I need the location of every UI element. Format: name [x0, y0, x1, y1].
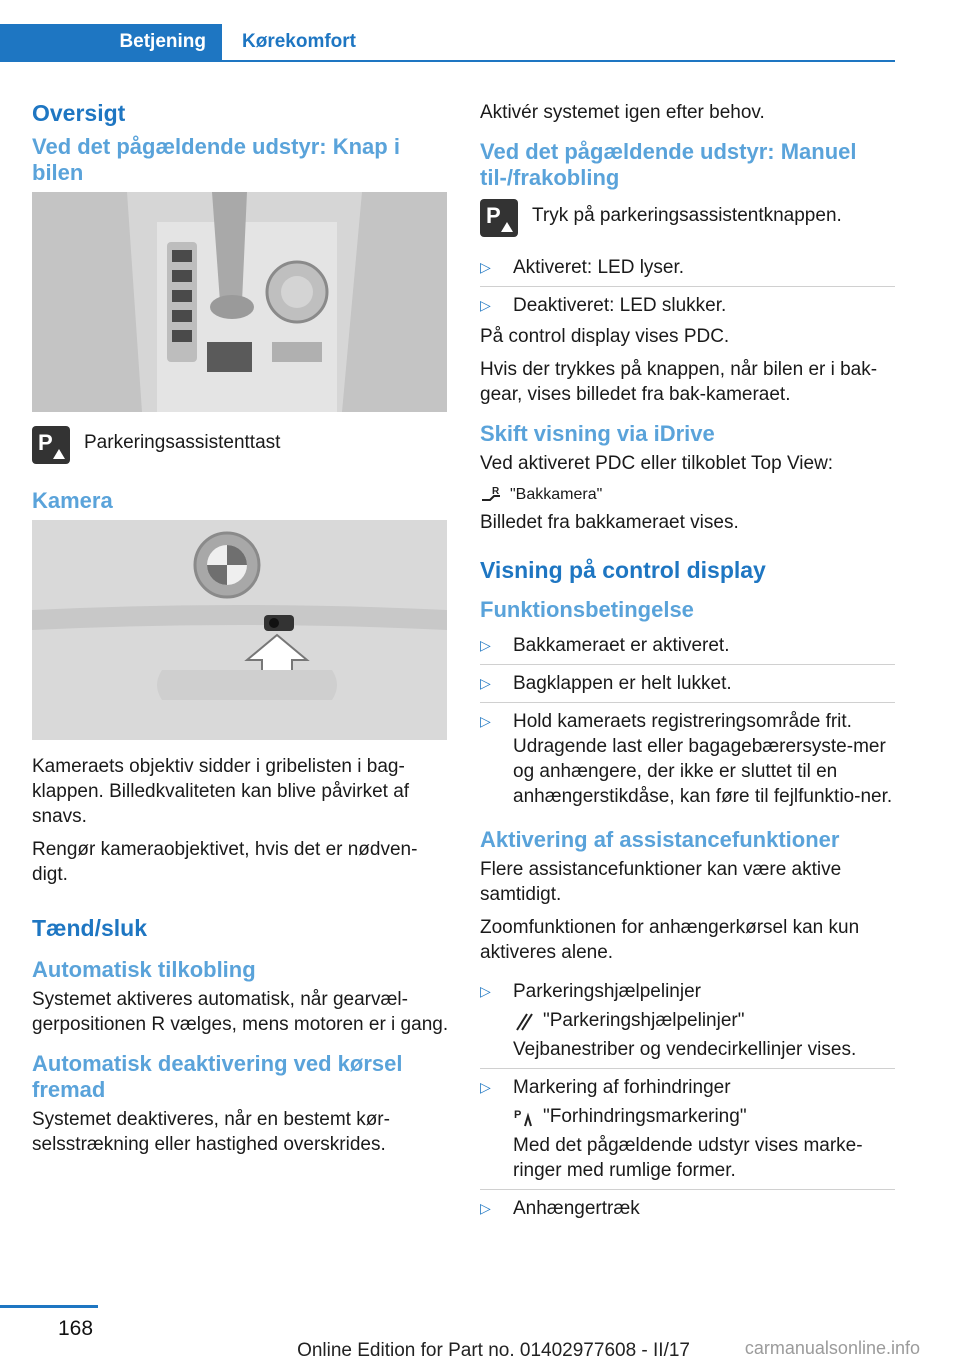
parking-lines-icon [513, 1010, 535, 1032]
parking-assist-button-instruction [480, 199, 895, 237]
auto-til-paragraph: Systemet aktiveres automatisk, når gearvæl-gerpositionen R vælges, mens motoren er i gang. [32, 989, 449, 1035]
header-divider [0, 60, 895, 62]
kamera-paragraph-1: Kameraets objektiv sidder i gribelisten i bag-klappen. Billedkvaliteten kan blive påvirket af snavs. [32, 756, 410, 827]
zoom-paragraph: Zoomfunktionen for anhængerkørsel kan kun aktiveres alene. [480, 917, 860, 963]
watermark: carmanualsonline.info [744, 1338, 920, 1358]
heading-kamera: Kamera [32, 488, 113, 513]
auto-deak-paragraph: Systemet deaktiveres, når en bestemt kør-selsstrækning eller hastighed overskrides. [32, 1109, 390, 1155]
obstacle-marking-menu: P "Forhindringsmarkering" [514, 1106, 747, 1127]
heading-aktivering: Aktivering af assistancefunktioner [480, 827, 840, 852]
parking-assist-icon: P [32, 426, 70, 464]
heading-taend-sluk: Tænd/sluk [32, 915, 148, 941]
skift-paragraph: Ved aktiveret PDC eller tilkoblet Top View: [480, 453, 834, 474]
list-item: ▷ Bagklappen er helt lukket. [480, 665, 895, 703]
header-tabs [0, 24, 895, 62]
heading-manuel: Ved det pågældende udstyr: Manuel til-/frakobling [480, 139, 857, 190]
heading-funktionsbetingelse: Funktionsbetingelse [480, 597, 694, 622]
parking-lines-menu: "Parkeringshjælpelinjer" [513, 1008, 895, 1033]
heading-oversigt: Oversigt [32, 100, 126, 126]
billede-paragraph: Billedet fra bakkameraet vises. [480, 512, 739, 533]
parking-assist-key-caption [32, 426, 450, 464]
left-column [32, 100, 450, 1165]
edition-text: Online Edition for Part no. 01402977608 - II/17 [297, 1340, 690, 1361]
heading-visning-control-display: Visning på control display [480, 557, 766, 583]
svg-text:P: P [514, 1108, 522, 1121]
parking-assist-label: Parkeringsassistenttast [84, 432, 281, 453]
obstacle-marking-icon [513, 1106, 535, 1128]
list-item: ▷ Bakkameraet er aktiveret. [480, 627, 895, 665]
list-item: ▷ Anhængertræk [480, 1198, 640, 1219]
center-console-photo [32, 192, 447, 412]
heading-automatisk-tilkobling: Automatisk tilkobling [32, 957, 256, 982]
flere-paragraph: Flere assistancefunktioner kan være aktive samtidigt. [480, 859, 842, 905]
aktiver-paragraph: Aktivér systemet igen efter behov. [480, 102, 765, 123]
list-item: ▷ Aktiveret: LED lyser. [480, 249, 895, 287]
tab-koerekomfort[interactable]: Kørekomfort [242, 31, 357, 52]
list-item: ▷ Hold kameraets registreringsområde frit. Udragende last eller bagagebærersyste-mer og anhængere, der ikke er sluttet til en anhængerstikdåse, kan føre til fejlfunktio-ner. [480, 711, 893, 807]
page-number: 168 [58, 1317, 94, 1340]
heading-skift-visning: Skift visning via iDrive [480, 421, 715, 446]
svg-text:R: R [492, 486, 500, 497]
parking-assist-icon: P [480, 199, 518, 237]
rear-camera-photo [32, 520, 447, 740]
right-column [480, 100, 895, 1227]
tab-betjening[interactable]: Betjening [0, 24, 222, 60]
list-item: ▷ Deaktiveret: LED slukker. [480, 295, 727, 316]
manuel-instruction-text: Tryk på parkeringsassistentknappen. [532, 205, 842, 226]
list-item: ▷ Markering af forhindringer P "Forhindringsmarkering" Med det pågældende udstyr vises marke-ringer med rumlige former. [480, 1069, 895, 1190]
bakkamera-menu-item: R "Bakkamera" [480, 484, 895, 506]
bakgear-paragraph: Hvis der trykkes på knappen, når bilen er i bak-gear, vises billedet fra bak-kameraet. [480, 359, 878, 405]
list-item: ▷ Parkeringshjælpelinjer "Parkeringshjælpelinjer" Vejbanestriber og vendecirkellinjer vises. [480, 973, 895, 1069]
kamera-paragraph-2: Rengør kameraobjektivet, hvis det er nødven-digt. [32, 839, 418, 885]
rear-camera-icon [480, 484, 502, 506]
footer-rule [0, 1305, 98, 1308]
pdc-paragraph: På control display vises PDC. [480, 326, 730, 347]
heading-knap-i-bilen: Ved det pågældende udstyr: Knap i bilen [32, 134, 400, 185]
heading-automatisk-deaktivering: Automatisk deaktivering ved kørsel fremad [32, 1051, 403, 1102]
